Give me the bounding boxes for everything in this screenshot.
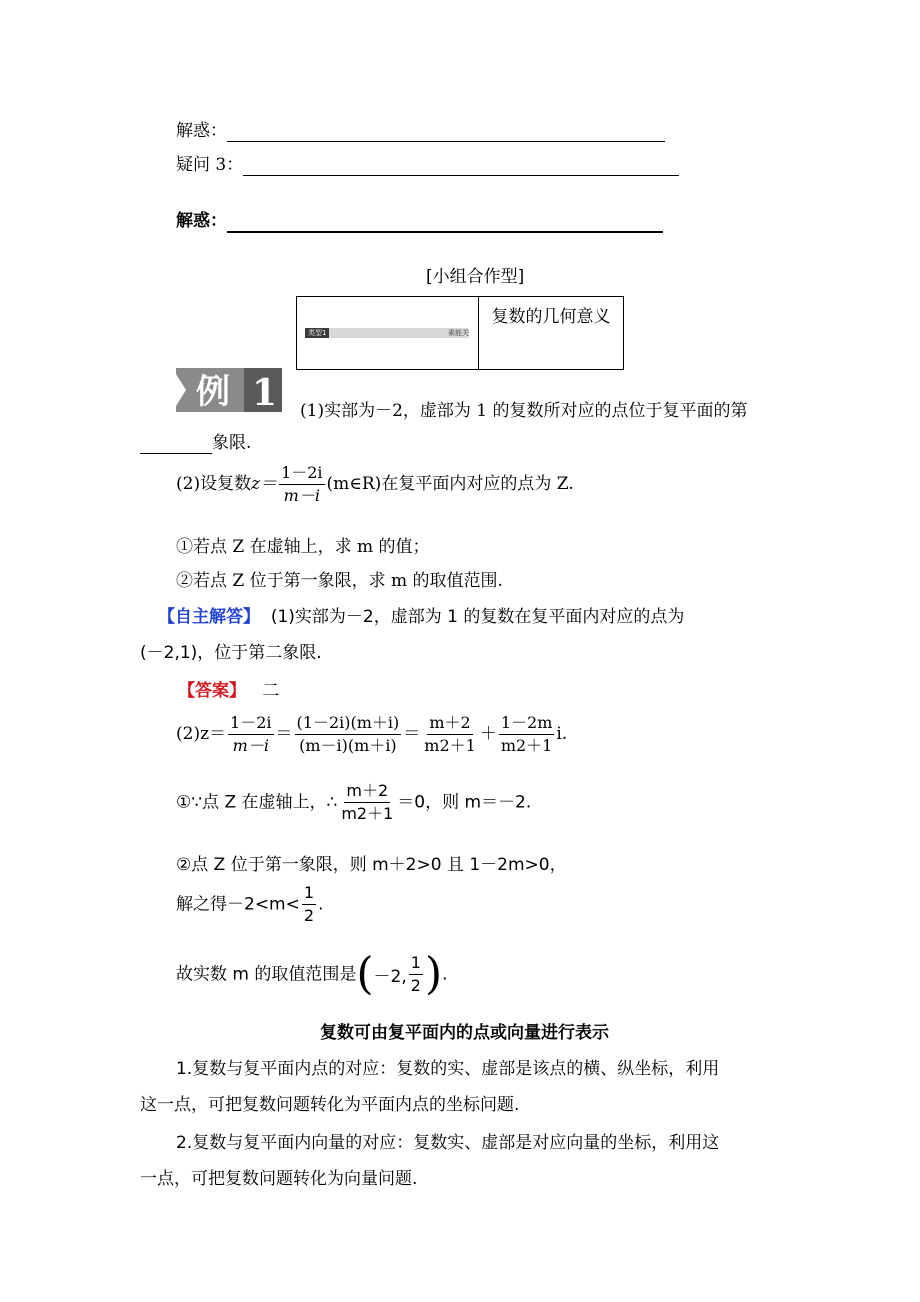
fraction-den: m2＋1 — [500, 736, 553, 755]
jiehuo-line-1 — [176, 116, 665, 142]
fraction-den: (m－i)(m＋i) — [299, 736, 397, 755]
paren-left: ( — [356, 948, 374, 1000]
step2-line — [176, 712, 567, 757]
summary-p1-line2: 这一点，可把复数问题转化为平面内点的坐标问题. — [140, 1095, 520, 1115]
fraction-num: 1－2i — [279, 462, 324, 485]
fraction — [279, 462, 324, 507]
fraction-range — [409, 952, 423, 997]
summary-p2-line2: 一点，可把复数问题转化为向量问题. — [140, 1169, 418, 1189]
step2-prefix: (2)z＝ — [176, 724, 227, 744]
fraction-den: 2 — [410, 976, 421, 995]
fraction-num: 1－2m — [499, 712, 555, 735]
fraction-den: m2＋1 — [424, 736, 476, 755]
solution-line1 — [158, 602, 684, 627]
answer-value: 二 — [262, 681, 280, 701]
blank-line — [227, 211, 663, 233]
fraction-case1 — [339, 780, 395, 825]
type-title: 复数的几何意义 — [491, 307, 611, 327]
case3-prefix: 解之得－2<m< — [176, 894, 300, 915]
fraction-num: 1－2i — [228, 712, 273, 735]
fraction-num: (1－2i)(m＋i) — [295, 712, 402, 735]
q2-suffix: (m∈R)在复平面内对应的点为 Z. — [326, 474, 574, 494]
example-badge — [176, 368, 282, 412]
fraction-num: m＋2 — [427, 712, 472, 735]
range-prefix: 故实数 m 的取值范围是 — [176, 964, 357, 985]
i-end: i. — [556, 724, 568, 744]
fraction-3 — [422, 712, 478, 757]
blank-line — [140, 433, 212, 454]
fraction-den: m2＋1 — [341, 804, 394, 823]
q1-line2 — [140, 428, 251, 454]
fraction-num: 1 — [409, 952, 423, 975]
answer-label: 【答案】 — [178, 681, 246, 701]
fraction-den: m－i — [283, 486, 320, 505]
jiehuo-line-2 — [176, 206, 663, 233]
q1-line2-text: 象限. — [212, 433, 252, 453]
fraction-den: m－i — [232, 736, 269, 755]
case2-line: ②点 Z 位于第一象限，则 m＋2>0 且 1－2m>0， — [176, 855, 567, 875]
section-title: [小组合作型] — [426, 267, 525, 287]
range-lower: －2, — [373, 967, 407, 987]
fraction-num: m＋2 — [344, 780, 390, 803]
badge-char: 例 — [196, 372, 230, 412]
blank-line — [227, 121, 665, 142]
blank-line — [243, 155, 679, 176]
yiwen3-line — [176, 150, 679, 176]
fraction-half — [302, 882, 316, 927]
jiehuo-label: 解惑： — [176, 121, 227, 141]
q2-prefix: (2)设复数 — [176, 474, 252, 494]
answer-line — [178, 676, 279, 701]
solution-text: (1)实部为－2，虚部为 1 的复数在复平面内对应的点为 — [270, 607, 685, 627]
fraction-2 — [295, 712, 402, 757]
case1-line — [176, 780, 531, 825]
divider — [478, 297, 479, 369]
case1-suffix: ＝0，则 m＝－2. — [397, 792, 532, 813]
type-banner — [305, 328, 469, 338]
yiwen3-label: 疑问 3： — [176, 155, 244, 175]
range-suffix: . — [442, 964, 448, 985]
summary-p1-line1: 1.复数与复平面内点的对应：复数的实、虚部是该点的横、纵坐标，利用 — [176, 1059, 720, 1079]
case3-line — [176, 882, 323, 927]
q2-b: ②若点 Z 位于第一象限，求 m 的取值范围. — [176, 571, 503, 591]
type-tag-right: 素能关 — [448, 329, 469, 337]
jiehuo-label: 解惑： — [176, 211, 227, 231]
q1-line1: (1)实部为－2，虚部为 1 的复数所对应的点位于复平面的第 — [300, 401, 748, 421]
fraction-den: 2 — [303, 906, 315, 925]
fraction-4 — [499, 712, 555, 757]
range-line — [176, 948, 448, 1000]
equals: ＝ — [275, 724, 293, 744]
plus: ＋ — [479, 724, 497, 744]
equals: ＝ — [403, 724, 421, 744]
case1-prefix: ①∵点 Z 在虚轴上，∴ — [176, 792, 338, 813]
type-tag: 类型1 — [305, 328, 329, 338]
z-eq: z＝ — [251, 474, 278, 494]
summary-title: 复数可由复平面内的点或向量进行表示 — [320, 1023, 609, 1043]
q2-a: ①若点 Z 在虚轴上，求 m 的值； — [176, 537, 430, 557]
case3-suffix: . — [318, 894, 324, 915]
paren-right: ) — [424, 948, 443, 1000]
summary-p2-line1: 2.复数与复平面内向量的对应：复数实、虚部是对应向量的坐标，利用这 — [176, 1133, 720, 1153]
fraction-1 — [228, 712, 273, 757]
type-box — [296, 296, 624, 370]
q2-line — [176, 462, 574, 507]
solution-label: 【自主解答】 — [158, 607, 260, 627]
fraction-num: 1 — [302, 882, 316, 905]
badge-number: 1 — [252, 372, 278, 412]
solution-line2: (－2,1)，位于第二象限. — [140, 643, 322, 663]
